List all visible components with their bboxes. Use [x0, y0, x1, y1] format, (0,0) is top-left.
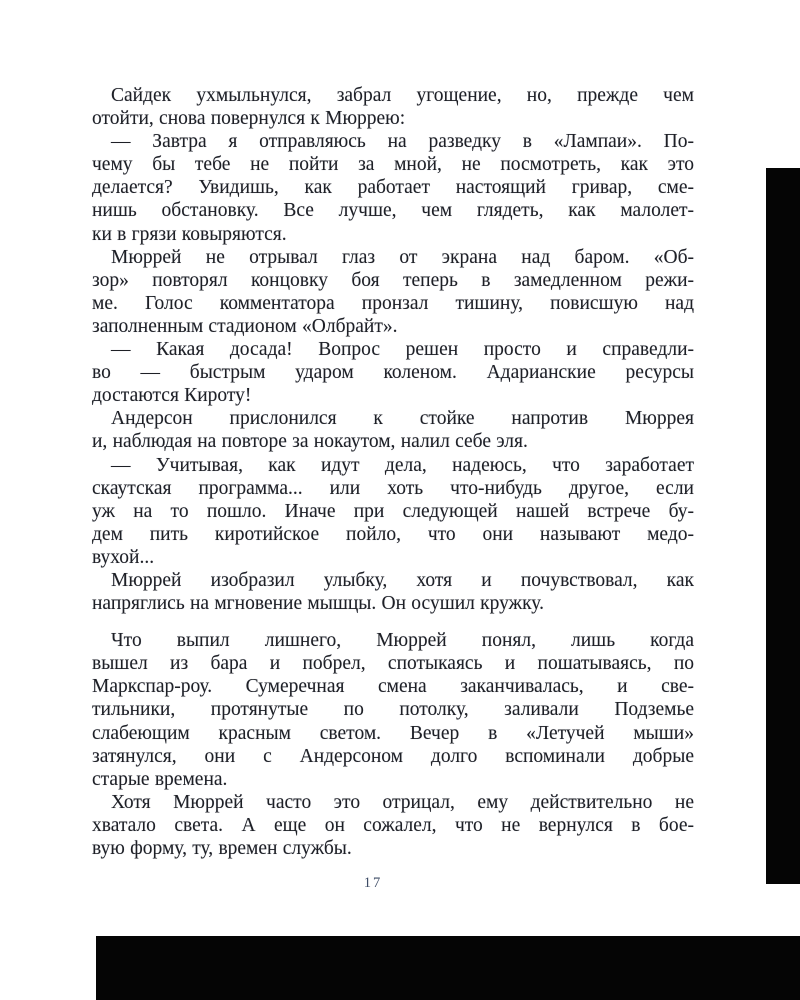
text-line: Что выпил лишнего, Мюррей понял, лишь когда	[111, 630, 694, 652]
page-number: 17	[363, 875, 383, 891]
paragraph	[92, 130, 694, 245]
text-line: — Завтра я отправляюсь на разведку в «Лампаи». По-	[111, 131, 694, 153]
text-line: делается? Увидишь, как работает настоящий гривар, сме-	[92, 177, 694, 199]
text-line: вышел из бара и побрел, спотыкаясь и пошатываясь, по	[92, 653, 694, 675]
text-line: Маркспар-роу. Сумеречная смена заканчивалась, и све-	[92, 676, 694, 698]
paragraph	[92, 246, 694, 338]
paragraph	[92, 569, 694, 615]
text-line: достаются Кироту!	[92, 385, 252, 407]
text-line: старые времена.	[92, 768, 228, 790]
text-line: зор» повторял концовку боя теперь в замедленном режи-	[92, 269, 694, 291]
text-line: чему бы тебе не пойти за мной, не посмотреть, как это	[92, 154, 694, 176]
text-line: затянулся, они с Андерсоном долго вспоминали добрые	[92, 745, 694, 767]
text-line: вухой...	[92, 546, 155, 568]
text-line: заполненным стадионом «Олбрайт».	[92, 315, 398, 337]
text-line: ки в грязи ковыряются.	[92, 223, 287, 245]
scan-edge-bottom	[96, 936, 800, 1000]
text-line: уж на то пошло. Иначе при следующей нашей встрече бу-	[92, 500, 694, 522]
text-line: — Учитывая, как идут дела, надеюсь, что заработает	[111, 454, 694, 476]
text-line: — Какая досада! Вопрос решен просто и справедли-	[111, 339, 694, 361]
text-line: тильники, протянутые по потолку, заливали Подземье	[92, 699, 694, 721]
text-line: Сайдек ухмыльнулся, забрал угощение, но, прежде чем	[111, 85, 694, 106]
paragraph	[92, 338, 694, 407]
text-line: Андерсон прислонился к стойке напротив Мюррея	[111, 408, 694, 430]
scan-edge-right	[766, 168, 800, 884]
text-line: Мюррей не отрывал глаз от экрана над баром. «Об-	[111, 246, 694, 268]
text-line: Хотя Мюррей часто это отрицал, ему действительно не	[111, 791, 694, 813]
text-line: отойти, снова повернулся к Мюррею:	[92, 108, 406, 130]
text-line: вую форму, ту, времен службы.	[92, 838, 352, 859]
text-line: напряглись на мгновение мышцы. Он осушил кружку.	[92, 593, 544, 615]
text-line: нишь обстановку. Все лучше, чем глядеть, как малолет-	[92, 200, 694, 222]
paragraph	[92, 84, 694, 130]
text-line: во — быстрым ударом коленом. Адарианские ресурсы	[92, 362, 694, 384]
paragraph	[92, 629, 694, 791]
text-line: и, наблюдая на повторе за нокаутом, налил себе эля.	[92, 431, 528, 453]
text-line: Мюррей изобразил улыбку, хотя и почувствовал, как	[111, 569, 694, 591]
paragraph	[92, 791, 694, 860]
text-line: слабеющим красным светом. Вечер в «Летучей мыши»	[92, 722, 694, 744]
paragraph	[92, 454, 694, 569]
text-line: хватало света. А еще он сожалел, что не вернулся в бое-	[92, 814, 694, 836]
text-line: ме. Голос комментатора пронзал тишину, повисшую над	[92, 292, 694, 314]
text-line: скаутская программа... или хоть что-нибудь другое, если	[92, 477, 694, 499]
paragraph	[92, 407, 694, 453]
text-block	[92, 84, 694, 860]
text-line: дем пить киротийское пойло, что они называют медо-	[92, 523, 694, 545]
